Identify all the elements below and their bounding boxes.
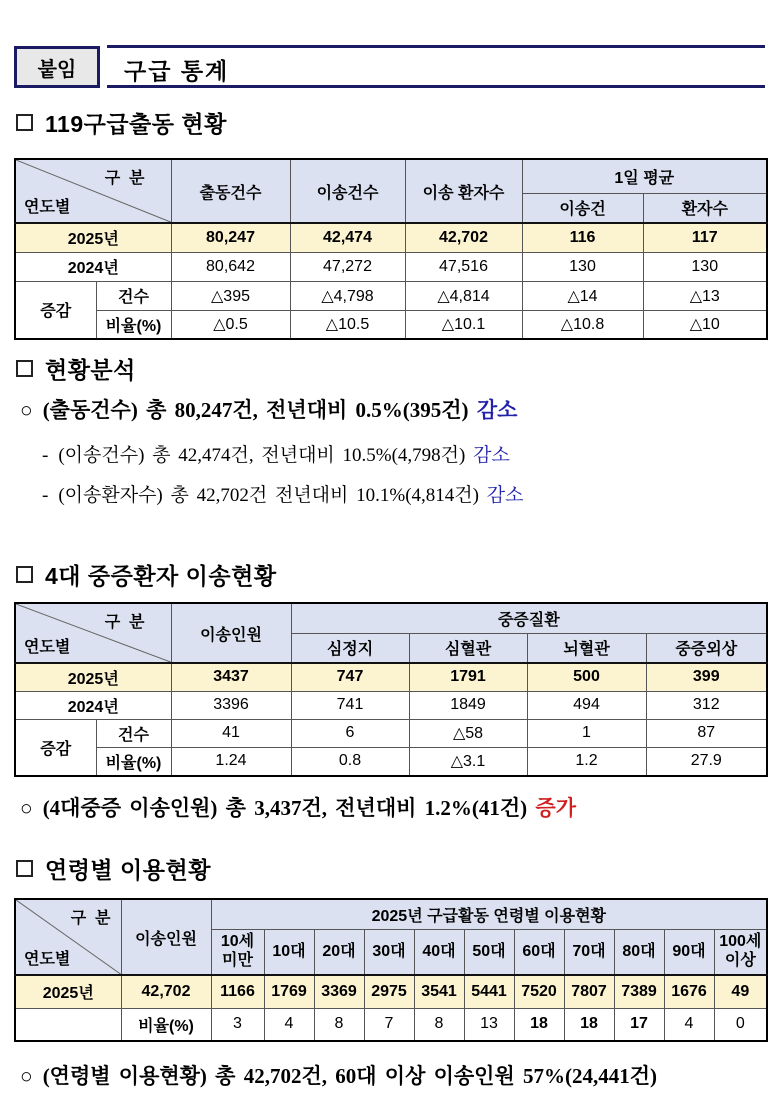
- table-cell: 130: [643, 252, 767, 281]
- table-cell: △3.1: [409, 747, 527, 776]
- table-cell: 0: [714, 1008, 767, 1041]
- table-cell: 7: [364, 1008, 414, 1041]
- corner-cell: [15, 899, 121, 975]
- corner-top-label: 구 분: [104, 614, 145, 631]
- corner-cell: [15, 603, 171, 663]
- table-cell: 80,642: [171, 252, 290, 281]
- document-title: 구급 통계: [124, 58, 230, 84]
- severe-bullet: [20, 792, 576, 822]
- row-label: 비율(%): [96, 747, 171, 776]
- col-header-transported: 이송인원: [171, 603, 291, 663]
- square-bullet-icon: [16, 566, 33, 583]
- square-bullet-icon: [16, 360, 33, 377]
- circle-bullet-icon: ○: [20, 796, 33, 820]
- table-cell: 13: [464, 1008, 514, 1041]
- attachment-label: 붙임: [37, 58, 77, 81]
- col-header-patient-count: 이송 환자수: [405, 159, 522, 223]
- row-change-count: [15, 281, 767, 310]
- row-2025: [15, 975, 767, 1008]
- bullet-text: (연령별 이용현황) 총 42,702건, 60대 이상 이송인원 57%(24,441건): [42, 1064, 658, 1088]
- table-cell: 8: [314, 1008, 364, 1041]
- table-cell: 47,516: [405, 252, 522, 281]
- table-cell: 1769: [264, 975, 314, 1008]
- section-heading-severe: [16, 558, 277, 591]
- title-rule-top: [107, 45, 765, 48]
- table-cell: 4: [264, 1008, 314, 1041]
- section-heading-label: 현황분석: [45, 357, 136, 383]
- table-cell: 747: [291, 663, 409, 691]
- bullet-text: (출동건수) 총 80,247건, 전년대비 0.5%(395건): [42, 398, 469, 422]
- col-header-daily-average: 1일 평균: [522, 159, 767, 193]
- table-cell: 1: [527, 719, 646, 747]
- row-label: 건수: [96, 719, 171, 747]
- severe-table: [14, 602, 768, 777]
- age-col-10s: 10대: [264, 929, 314, 975]
- table-cell: △10.8: [522, 310, 643, 339]
- analysis-bullet-3: [42, 480, 523, 507]
- col-header-severe-disease: 중증질환: [291, 603, 767, 633]
- col-header-transported: 이송인원: [121, 899, 211, 975]
- table-cell: 312: [646, 691, 767, 719]
- age-col-80s: 80대: [614, 929, 664, 975]
- status-decrease: 감소: [486, 485, 524, 506]
- table-cell: 5441: [464, 975, 514, 1008]
- table-cell: △4,814: [405, 281, 522, 310]
- status-increase: 증가: [535, 796, 576, 820]
- row-2024: [15, 691, 767, 719]
- table-cell: 130: [522, 252, 643, 281]
- subcol-severe-trauma: 중증외상: [646, 633, 767, 663]
- row-ratio: [15, 1008, 767, 1041]
- table-cell: △10: [643, 310, 767, 339]
- corner-bottom-label: 연도별: [24, 951, 71, 968]
- table-cell: 1.24: [171, 747, 291, 776]
- status-decrease: 감소: [473, 445, 510, 466]
- dash-bullet-icon: -: [42, 445, 49, 466]
- table-cell: △0.5: [171, 310, 290, 339]
- age-col-under10: 10세 미만: [211, 929, 264, 975]
- circle-bullet-icon: ○: [20, 1064, 33, 1088]
- bullet-text: (4대중증 이송인원) 총 3,437건, 전년대비 1.2%(41건): [42, 796, 528, 820]
- row-label: 2025년: [15, 223, 171, 252]
- age-col-20s: 20대: [314, 929, 364, 975]
- table-cell: 116: [522, 223, 643, 252]
- col-header-dispatch-count: 출동건수: [171, 159, 290, 223]
- table-cell: 1676: [664, 975, 714, 1008]
- row-change-count: [15, 719, 767, 747]
- age-bullet: [20, 1060, 657, 1090]
- table-cell: △10.5: [290, 310, 405, 339]
- corner-cell: [15, 159, 171, 223]
- dispatch-table: [14, 158, 768, 340]
- table-cell: 8: [414, 1008, 464, 1041]
- age-col-60s: 60대: [514, 929, 564, 975]
- subcol-cardiovascular: 심혈관: [409, 633, 527, 663]
- corner-top-label: 구 분: [104, 170, 145, 187]
- table-cell: 3541: [414, 975, 464, 1008]
- dash-bullet-icon: -: [42, 485, 49, 506]
- table-cell: 27.9: [646, 747, 767, 776]
- table-cell: 500: [527, 663, 646, 691]
- table-cell: 1.2: [527, 747, 646, 776]
- table-cell: 1849: [409, 691, 527, 719]
- row-2025: [15, 223, 767, 252]
- age-col-50s: 50대: [464, 929, 514, 975]
- age-col-70s: 70대: [564, 929, 614, 975]
- age-col-40s: 40대: [414, 929, 464, 975]
- analysis-bullet-2: [42, 440, 510, 467]
- square-bullet-icon: [16, 860, 33, 877]
- corner-bottom-label: 연도별: [24, 199, 71, 216]
- subcol-cerebrovascular: 뇌혈관: [527, 633, 646, 663]
- table-cell: 42,702: [405, 223, 522, 252]
- table-cell: 2975: [364, 975, 414, 1008]
- table-cell: 0.8: [291, 747, 409, 776]
- row-2024: [15, 252, 767, 281]
- bullet-text: (이송환자수) 총 42,702건 전년대비 10.1%(4,814건): [58, 485, 479, 506]
- table-cell: 3369: [314, 975, 364, 1008]
- table-cell: 399: [646, 663, 767, 691]
- section-heading-label: 119구급출동 현황: [45, 111, 227, 137]
- total-cell: 42,702: [121, 975, 211, 1008]
- row-change-ratio: [15, 747, 767, 776]
- table-cell: 1166: [211, 975, 264, 1008]
- table-cell: 47,272: [290, 252, 405, 281]
- table-cell: 18: [564, 1008, 614, 1041]
- circle-bullet-icon: ○: [20, 398, 33, 422]
- status-decrease: 감소: [476, 398, 518, 422]
- section-heading-label: 4대 중증환자 이송현황: [45, 563, 277, 589]
- table-cell: 80,247: [171, 223, 290, 252]
- row-change-ratio: [15, 310, 767, 339]
- corner-top-label: 구 분: [70, 910, 111, 927]
- age-table: [14, 898, 768, 1042]
- row-label: 건수: [96, 281, 171, 310]
- bullet-text: (이송건수) 총 42,474건, 전년대비 10.5%(4,798건): [58, 445, 466, 466]
- age-col-30s: 30대: [364, 929, 414, 975]
- row-label: 2025년: [15, 975, 121, 1008]
- table-cell: 3: [211, 1008, 264, 1041]
- table-cell: 6: [291, 719, 409, 747]
- col-header-transport-count: 이송건수: [290, 159, 405, 223]
- table-cell: △58: [409, 719, 527, 747]
- subcol-header-transports: 이송건: [522, 193, 643, 223]
- table-cell: △4,798: [290, 281, 405, 310]
- row-label: 2024년: [15, 691, 171, 719]
- row-label: 2024년: [15, 252, 171, 281]
- row-2025: [15, 663, 767, 691]
- table-cell: 741: [291, 691, 409, 719]
- table-cell: 7520: [514, 975, 564, 1008]
- table-cell: △13: [643, 281, 767, 310]
- row-label: 비율(%): [121, 1008, 211, 1041]
- attachment-badge: [14, 46, 100, 88]
- corner-bottom-label: 연도별: [24, 639, 71, 656]
- empty-cell: [15, 1008, 121, 1041]
- table-cell: 41: [171, 719, 291, 747]
- table-cell: 7389: [614, 975, 664, 1008]
- row-label: 비율(%): [96, 310, 171, 339]
- section-heading-dispatch: [16, 106, 227, 139]
- analysis-bullet-1: [20, 394, 517, 424]
- section-heading-analysis: [16, 352, 136, 385]
- table-cell: 4: [664, 1008, 714, 1041]
- square-bullet-icon: [16, 114, 33, 131]
- section-heading-age: [16, 852, 211, 885]
- table-cell: 42,474: [290, 223, 405, 252]
- table-cell: 3396: [171, 691, 291, 719]
- col-header-age-group-title: 2025년 구급활동 연령별 이용현황: [211, 899, 767, 929]
- subcol-header-patients: 환자수: [643, 193, 767, 223]
- table-cell: 1791: [409, 663, 527, 691]
- table-cell: 117: [643, 223, 767, 252]
- table-cell: 17: [614, 1008, 664, 1041]
- section-heading-label: 연령별 이용현황: [45, 857, 211, 883]
- age-col-over100: 100세 이상: [714, 929, 767, 975]
- change-label: 증감: [15, 281, 96, 339]
- age-col-90s: 90대: [664, 929, 714, 975]
- row-label: 2025년: [15, 663, 171, 691]
- table-cell: 7807: [564, 975, 614, 1008]
- table-cell: △10.1: [405, 310, 522, 339]
- change-label: 증감: [15, 719, 96, 776]
- table-cell: △395: [171, 281, 290, 310]
- table-cell: 18: [514, 1008, 564, 1041]
- table-cell: △14: [522, 281, 643, 310]
- table-cell: 3437: [171, 663, 291, 691]
- subcol-cardiac-arrest: 심정지: [291, 633, 409, 663]
- table-cell: 494: [527, 691, 646, 719]
- table-cell: 87: [646, 719, 767, 747]
- table-cell: 49: [714, 975, 767, 1008]
